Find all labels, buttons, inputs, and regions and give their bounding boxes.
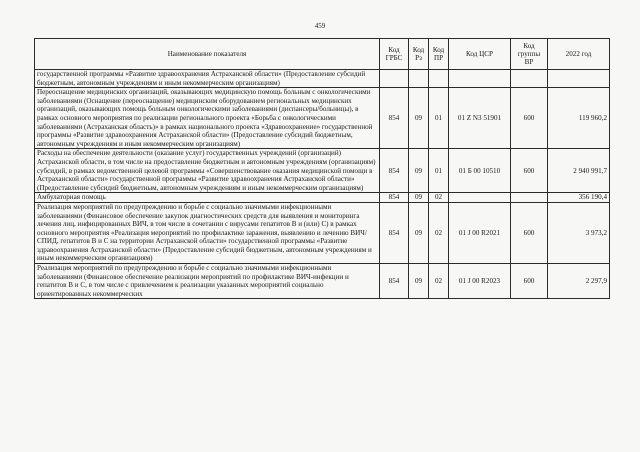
budget-table [34, 38, 610, 299]
row-csr: 01 Б 00 10510 [449, 149, 511, 193]
row-name: Реализация мероприятий по предупреждению и борьбе с социально значимыми инфекционными заболеваниями (Финансовое обеспечение закупок диагностических средств для выявления и мониторинга лечения лиц, инфицированных ВИЧ, в том числе в сочетании с вирусами гепатитов В и (или) С) в рамках основного мероприятия «Реализация мероприятий по профилактике заражения, выявлению и лечению ВИЧ/СПИД, гепатитов В и С на территории Астраханской области» государственной программы «Развитие здравоохранения Астраханской области» (Предоставление субсидий бюджетным, автономным учреждениям и иным некоммерческим организациям) [35, 202, 380, 263]
header-rz: Код Рз [409, 39, 429, 70]
header-csr: Код ЦСР [449, 39, 511, 70]
row-csr: 01 J 00 R2021 [449, 202, 511, 263]
row-vr [511, 193, 548, 203]
row-name: Реализация мероприятий по предупреждению и борьбе с социально значимыми инфекционными заболеваниями (Финансовое обеспечение реализации мероприятий по профилактике ВИЧ-инфекции и гепатитов В и С, в том числе с привлечением к реализации указанных мероприятий социально ориентированных некоммерческих [35, 264, 380, 299]
row-name: Расходы на обеспечение деятельности (оказание услуг) государственных учреждений (организаций) Астраханской области, в том числе на предоставление бюджетным и автономным учреждениям (организациям) субсидий, в рамках ведомственной целевой программы «Совершенствование оказания медицинской помощи в Астраханской области» государственной программы «Развитие здравоохранения Астраханской области» (Предоставление субсидий бюджетным, автономным учреждениям и иным некоммерческим организациям) [35, 149, 380, 193]
row-csr: 01 Z N3 51901 [449, 88, 511, 149]
row-rz: 09 [409, 193, 429, 203]
table-row [35, 70, 610, 88]
row-rz: 09 [409, 264, 429, 299]
header-vr: Код группы ВР [511, 39, 548, 70]
header-grbs: Код ГРБС [380, 39, 409, 70]
row-name: государственной программы «Развитие здравоохранения Астраханской области» (Предоставление субсидий бюджетным, автономным учреждениям и иным некоммерческим организациям) [35, 70, 380, 88]
row-rz: 09 [409, 202, 429, 263]
row-pr: 01 [429, 149, 449, 193]
row-grbs [380, 70, 409, 88]
table-row [35, 193, 610, 203]
row-vr: 600 [511, 264, 548, 299]
row-grbs: 854 [380, 202, 409, 263]
header-year: 2022 год [548, 39, 610, 70]
row-rz [409, 70, 429, 88]
table-header-row [35, 39, 610, 70]
row-vr: 600 [511, 149, 548, 193]
row-grbs: 854 [380, 264, 409, 299]
row-csr [449, 193, 511, 203]
row-name: Переоснащение медицинских организаций, оказывающих медицинскую помощь больным с онкологическими заболеваниями (Оснащение (переоснащение) медицинским оборудованием региональных медицинских организаций, оказывающих помощь больным онкологическими заболеваниями (диспансеры/больницы), в рамках основного мероприятия по реализации регионального проекта «Борьба с онкологическими заболеваниями (Астраханская область)» в рамках национального проекта «Здравоохранение» государственной программы «Развитие здравоохранения Астраханской области» (Предоставление субсидий бюджетным, автономным учреждениям и иным некоммерческим организациям) [35, 88, 380, 149]
table-row [35, 88, 610, 149]
row-rz: 09 [409, 149, 429, 193]
row-vr: 600 [511, 88, 548, 149]
row-amount: 356 190,4 [548, 193, 610, 203]
row-pr: 02 [429, 193, 449, 203]
header-pr: Код ПР [429, 39, 449, 70]
row-amount: 119 960,2 [548, 88, 610, 149]
row-amount: 3 973,2 [548, 202, 610, 263]
row-grbs: 854 [380, 88, 409, 149]
table-row [35, 149, 610, 193]
page-number: 459 [314, 22, 326, 30]
row-vr: 600 [511, 202, 548, 263]
row-pr: 02 [429, 202, 449, 263]
table-row [35, 264, 610, 299]
row-csr: 01 J 00 R2023 [449, 264, 511, 299]
row-name: Амбулаторная помощь [35, 193, 380, 203]
row-pr: 02 [429, 264, 449, 299]
row-amount: 2 297,9 [548, 264, 610, 299]
row-grbs: 854 [380, 149, 409, 193]
row-rz: 09 [409, 88, 429, 149]
table-row [35, 202, 610, 263]
row-amount [548, 70, 610, 88]
row-csr [449, 70, 511, 88]
header-name: Наименование показателя [35, 39, 380, 70]
row-amount: 2 940 991,7 [548, 149, 610, 193]
row-grbs: 854 [380, 193, 409, 203]
row-vr [511, 70, 548, 88]
row-pr [429, 70, 449, 88]
row-pr: 01 [429, 88, 449, 149]
